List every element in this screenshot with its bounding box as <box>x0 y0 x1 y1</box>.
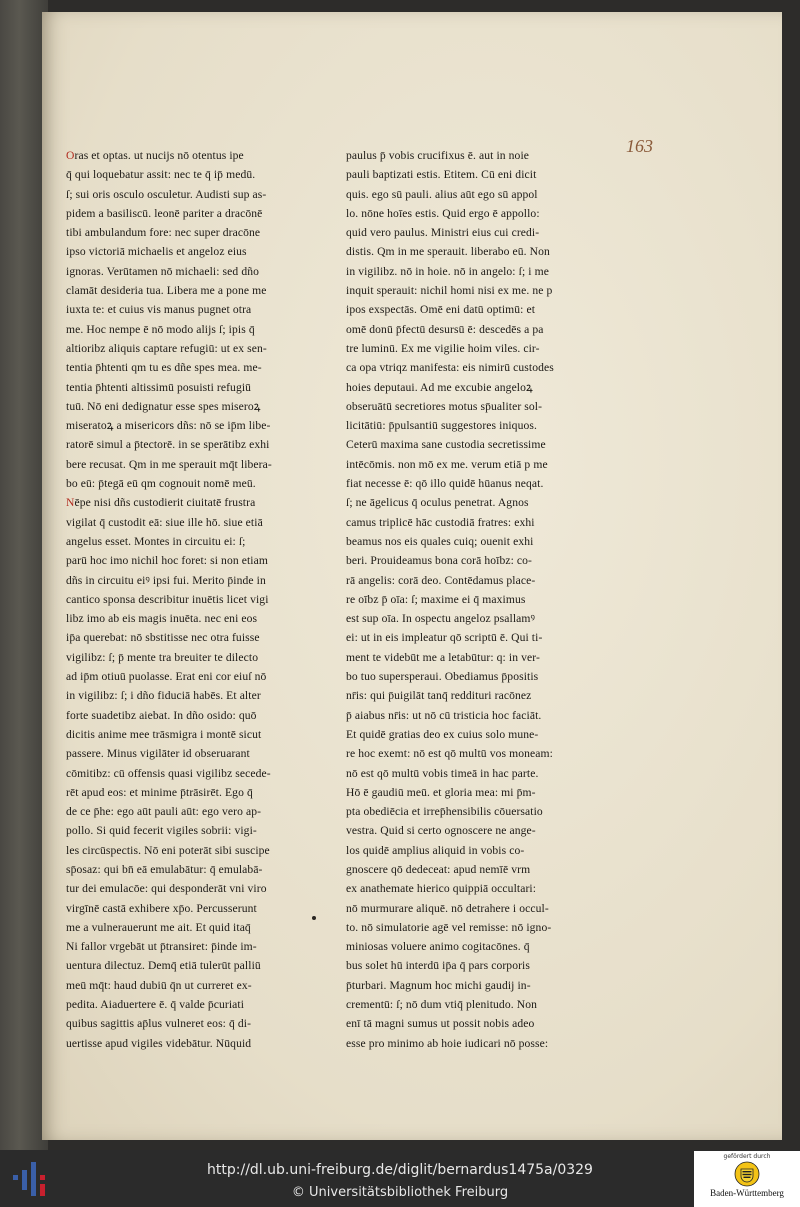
text-line: rā angelis: corā deo. Contēdamus place- <box>346 573 536 587</box>
text-line: uentura dilectuz. Demq̄ etiā tulerūt palliū <box>66 959 261 973</box>
text-line: inquit sperauit: nichil homi nisi ex me. ne p <box>346 284 553 298</box>
text-line: rēt apud eos: et minime p̄trāsirēt. Ego q̄ <box>66 785 253 799</box>
text-line: Ni fallor vrgebāt ut p̄transiret: p̄inde im- <box>66 940 257 954</box>
rubricated-initial: O <box>66 149 75 162</box>
text-line: Ceterū maxima sane custodia secretissime <box>346 438 546 452</box>
text-line: bus solet hū interdū ip̄a q̄ pars corporis <box>346 959 530 973</box>
text-line: ipos exspectās. Omē eni datū optimū: et <box>346 303 536 317</box>
rubricated-initial: N <box>66 496 75 510</box>
text-line: re oībz p̄ oīa: ſ; maxime ei q̄ maximus <box>346 592 526 606</box>
text-line: Hō ē gaudiū meū. et gloria mea: mi p̄m- <box>346 785 536 799</box>
text-line: cantico sponsa describitur inuētis licet vigi <box>66 592 269 606</box>
text-line: tur dei emulacōe: qui desponderāt vni viro <box>66 882 267 896</box>
text-line: miseratoꝝ a misericors dñs: nō se ip̄m libe- <box>66 419 271 433</box>
text-line: Nēpe nisi dñs custodierit ciuitatē frustra <box>66 496 256 510</box>
text-line: les circūspectis. Nō eni poterāt sibi suscipe <box>66 843 270 857</box>
text-line: intēcōmis. non mō ex me. verum etiā p me <box>346 457 548 471</box>
text-line: ratorē simul a p̄tectorē. in se sperātibz exhi <box>66 438 270 452</box>
text-line: nō murmurare aliquē. nō detrahere i occul- <box>346 901 549 915</box>
text-line: ex anathemate hierico quippiā occultari: <box>346 882 537 896</box>
text-line: tre luminū. Ex me vigilie hoim viles. cir- <box>346 341 540 355</box>
text-line: virgīnē castā exhibere xp̄o. Percusserunt <box>66 901 257 915</box>
text-line: altioribz aliquis captare refugiū: ut ex sen- <box>66 341 267 355</box>
text-line: quis. ego sū pauli. alius aūt ego sū appol <box>346 187 538 201</box>
text-line: paulus p̄ vobis crucifixus ē. aut in noie <box>346 149 530 162</box>
text-line: me. Hoc nempe ē nō modo alijs ſ; ipis q̄ <box>66 322 255 336</box>
text-line: p̄turbari. Magnum hoc michi gaudij in- <box>346 978 531 992</box>
text-line: p̄ aiabus nr̄is: ut nō cū tristicia hoc faciāt. <box>346 708 542 722</box>
text-line: Oras et optas. ut nucijs nō otentus ipe <box>66 149 244 162</box>
text-line: enī tā magni sumus ut possit nobis adeo <box>346 1017 535 1031</box>
text-line: dñs in circuitu eiꝰ ipsi fui. Merito p̄inde in <box>66 573 266 587</box>
text-line: obseruātū secretiores motus sp̄ualiter sol- <box>346 399 543 413</box>
text-line: beri. Prouideamus bona corā hoībz: co- <box>346 554 533 568</box>
text-line: tentia p̄htenti altissimū posuisti refugiū <box>66 380 252 394</box>
text-line: pollo. Si quid fecerit vigiles sobrii: vigi- <box>66 824 257 838</box>
text-line: tentia p̄htenti qm tu es dñe spes mea. me- <box>66 361 262 375</box>
text-line: gnoscere qō dedeceat: apud nemīē vrm <box>346 862 531 876</box>
text-line: vestra. Quid si certo ognoscere ne ange- <box>346 824 536 838</box>
text-line: sp̄osaz: qui bn̄ eā emulabātur: q̄ emulabā- <box>66 862 263 876</box>
text-line: parū hoc imo nichil hoc foret: si non etiam <box>66 554 268 568</box>
text-line: fiat necesse ē: qō illo quidē hūanus neqat. <box>346 477 544 491</box>
text-line: de ce p̄he: ego aūt pauli aūt: ego vero ap- <box>66 805 262 819</box>
text-line: tibi ambulandum fore: nec super dracōne <box>66 226 261 240</box>
text-column-right <box>346 146 594 1053</box>
text-line: pidem a basiliscū. leonē pariter a dracōnē <box>66 206 263 220</box>
text-line: angelus esset. Montes in circuitu ei: ſ; <box>66 534 246 548</box>
document-url-link[interactable]: http://dl.ub.uni-freiburg.de/diglit/bernardus1475a/0329 <box>207 1162 593 1178</box>
text-line: cōmitibz: cū offensis quasi vigilibz secede- <box>66 766 271 780</box>
text-line: vigilibz: ſ; p̄ mente tra breuiter te dilecto <box>66 650 259 664</box>
text-line: uertisse apud vigiles videbātur. Nūquid <box>66 1036 252 1050</box>
viewer-footer <box>0 1150 800 1207</box>
text-line: est sup oīa. In ospectu angeloz psallamꝰ <box>346 612 536 626</box>
text-line: camus triplicē hāc custodiā fratres: exhi <box>346 515 535 529</box>
text-line: pta obediēcia et irrep̄hensibilis cōuersatio <box>346 805 543 819</box>
text-line: omē donū p̄fectū desursū ē: descedēs a pa <box>346 322 544 336</box>
text-line: meū mq̄t: haud dubiū q̄n ut curreret ex- <box>66 978 252 992</box>
text-line: quibus sagittis ap̄lus vulneret eos: q̄ di- <box>66 1017 252 1031</box>
text-line: licitātiū: p̄pulsantiū suggestores iniquos. <box>346 419 537 433</box>
text-line: ſ; ne āgelicus q̄ oculus penetrat. Agnos <box>346 496 529 510</box>
text-line: passere. Minus vigilāter id obseruarant <box>66 747 250 761</box>
text-line: clamāt desideria tua. Libera me a pone me <box>66 284 267 298</box>
text-line: forte suadetibz aiebat. In dño osido: quō <box>66 708 257 722</box>
text-line: pauli baptizati estis. Etitem. Cū eni dicit <box>346 168 537 182</box>
text-line: ignoras. Verūtamen nō michaeli: sed dño <box>66 264 260 278</box>
text-line: ipso victoriā michaelis et angeloz eius <box>66 245 247 259</box>
text-line: Et quidē gratias deo ex cuius solo mune- <box>346 727 539 741</box>
text-line: ſ; sui oris osculo osculetur. Audisti sup as- <box>66 187 267 201</box>
sponsor-label: gefördert durch <box>723 1153 771 1160</box>
text-line: bo tuo supersperaui. Obediamus p̄positis <box>346 670 539 684</box>
text-column-left <box>66 146 314 1053</box>
sponsor-badge[interactable] <box>694 1151 800 1207</box>
text-line: me a vulnerauerunt me ait. Et quid itaq̄ <box>66 920 251 934</box>
text-line: lo. nōne hoīes estis. Quid ergo ē appollo: <box>346 206 540 220</box>
ink-dot <box>312 916 316 920</box>
text-line: pedita. Aiaduertere ē. q̄ valde p̄curiati <box>66 998 245 1012</box>
text-line: ca opa vtriqz manifesta: eis nimirū custodes <box>346 361 554 375</box>
text-line: vigilat q̄ custodit eā: siue ille hō. siue etiā <box>66 515 263 529</box>
text-line: nō est qō multū vobis timeā in hac parte. <box>346 766 539 780</box>
text-line: q̄ qui loquebatur assit: nec te q̄ ip̄ medū. <box>66 168 256 182</box>
text-line: tuū. Nō eni dedignatur esse spes miseroꝝ <box>66 399 261 413</box>
text-line: in vigilibz. nō in hoie. nō in angelo: ſ; i me <box>346 264 549 278</box>
text-line: los quidē amplius aliquid in vobis co- <box>346 843 525 857</box>
text-line: esse pro minimo ab hoie iudicari nō posse: <box>346 1036 549 1050</box>
text-line: libz imo ab eis magis inuēta. nec eni eos <box>66 612 258 626</box>
book-binding <box>0 0 48 1150</box>
text-line: beamus nos eis quales cuiq; ouenit exhi <box>346 534 534 548</box>
text-line: re hoc exemt: nō est qō multū vos moneam: <box>346 747 553 761</box>
copyright-notice: © Universitätsbibliothek Freiburg <box>291 1185 509 1200</box>
text-line: miniosas voluere animo cogitacōnes. q̄ <box>346 940 530 954</box>
text-line: nr̄is: qui p̄uigilāt tanq̄ reddituri racōnez <box>346 689 532 703</box>
coat-of-arms-icon <box>734 1161 760 1187</box>
text-line: hoies deputaui. Ad me excubie angeloꝝ <box>346 380 533 394</box>
text-line: bo eū: p̄tegā eū qm cognouit nomē meū. <box>66 477 256 491</box>
text-line: ip̄a querebat: nō sbstitisse nec otra fuisse <box>66 631 260 645</box>
text-line: crementū: ſ; nō dum vtiq̄ plenitudo. Non <box>346 998 537 1012</box>
text-line: quid vero paulus. Ministri eius cui credi- <box>346 226 540 240</box>
text-line: dicitis anime mee trāsmigra i montē sicut <box>66 727 262 741</box>
text-line: ei: ut in eis impleatur qō scriptū ē. Qui ti- <box>346 631 543 645</box>
text-line: ment te videbūt me a letabūtur: q: in ver- <box>346 650 540 664</box>
text-line: bere recusat. Qm in me sperauit mq̄t libera- <box>66 457 272 471</box>
text-line: to. nō simulatorie agē vel remisse: nō igno- <box>346 920 552 934</box>
text-line: distis. Qm in me sperauit. liberabo eū. Non <box>346 245 550 259</box>
text-line: iuxta te: et cuius vis manus pugnet otra <box>66 303 252 317</box>
sponsor-name: Baden-Württemberg <box>710 1188 784 1198</box>
text-line: ad ip̄m otiuū puolasse. Erat eni cor eiuſ nō <box>66 670 267 684</box>
folio-number: 163 <box>626 136 653 156</box>
text-line: in vigilibz: ſ; i dño fiduciā habēs. Et alter <box>66 689 261 703</box>
